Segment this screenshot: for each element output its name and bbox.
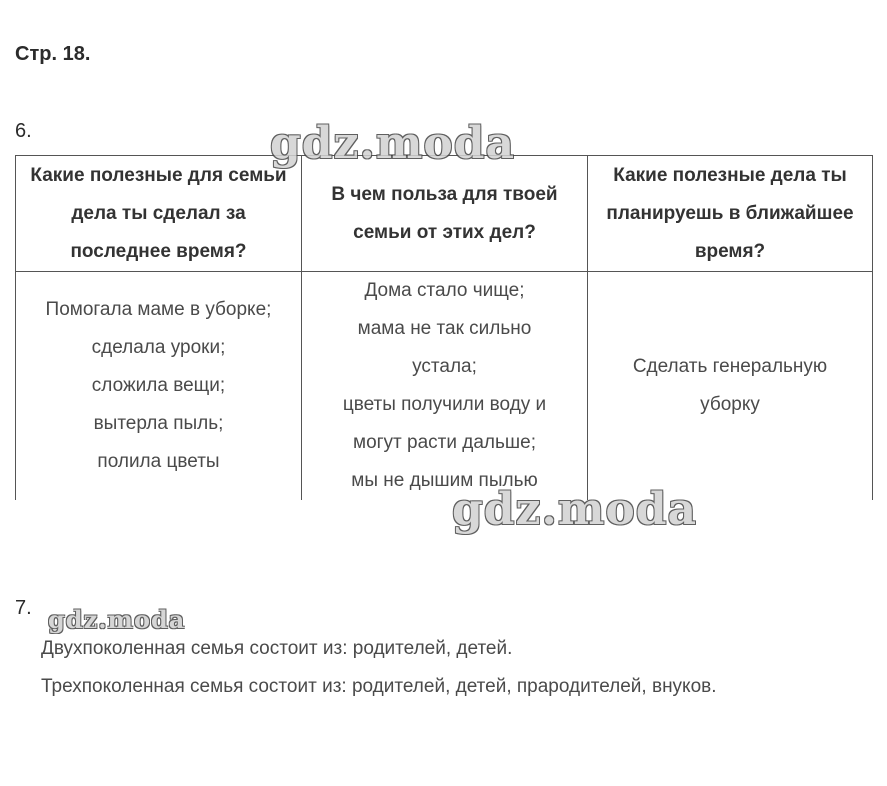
task-6-table (15, 155, 873, 500)
watermark-logo: gdz.moda (48, 605, 186, 634)
page-label: Стр. 18. (15, 43, 91, 65)
header-benefit: В чем польза для твоей семьи от этих дел? (302, 156, 588, 272)
planned-task-line: уборку (700, 394, 760, 415)
planned-task-line: Сделать генеральную (632, 356, 828, 377)
task-7-answer (41, 630, 717, 706)
answer-sentence: Трехпоколенная семья состоит из: родителей, детей, прародителей, внуков. (41, 676, 717, 697)
benefit-line: мы не дышим пылью (351, 470, 538, 491)
benefit-line: Дома стало чище; (364, 280, 525, 301)
table-row (16, 272, 873, 501)
done-task-line: сложила вещи; (91, 375, 226, 396)
done-task-line: вытерла пыль; (93, 413, 224, 434)
done-task-line: Помогала маме в уборке; (45, 299, 272, 320)
cell-planned-tasks (588, 272, 873, 501)
task-7-number: 7. (15, 597, 32, 619)
table-header-row (16, 156, 873, 272)
cell-done-tasks (16, 272, 302, 501)
done-task-line: полила цветы (97, 451, 220, 472)
benefit-line: мама не так сильно (357, 318, 532, 339)
watermark-logo: gdz.moda (270, 118, 516, 169)
benefit-line: могут расти дальше; (353, 432, 536, 453)
done-task-line: сделала уроки; (91, 337, 226, 358)
header-planned-tasks: Какие полезные дела ты планируешь в ближайшее время? (588, 156, 873, 272)
benefit-line: устала; (412, 356, 477, 377)
header-done-tasks: Какие полезные для семьи дела ты сделал за последнее время? (16, 156, 302, 272)
task-6-number: 6. (15, 120, 32, 142)
answer-sentence: Двухпоколенная семья состоит из: родителей, детей. (41, 638, 513, 659)
cell-benefit (302, 272, 588, 501)
benefit-line: цветы получили воду и (342, 394, 547, 415)
watermark-logo: gdz.moda (452, 484, 698, 535)
